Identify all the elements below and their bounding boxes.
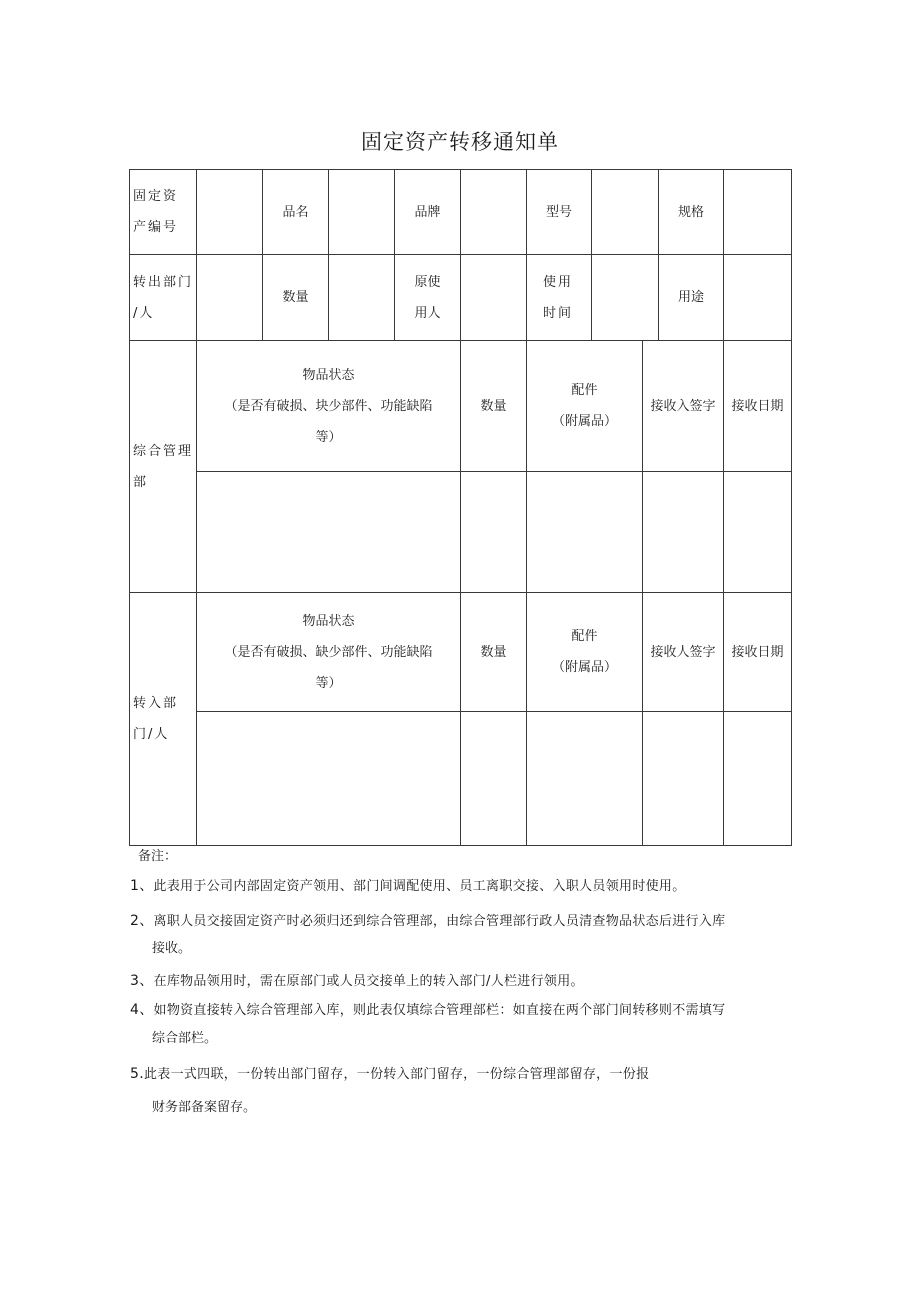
mgmt-status-header: 物品状态 （是否有破损、块少部件、功能缺陷 等） [197,341,461,472]
label-out-dept: 转出部门 /人 [130,255,197,341]
field-qty[interactable] [329,255,395,341]
note-item-4-cont: 综合部栏。 [152,1031,218,1046]
label-model: 型号 [527,170,592,255]
mgmt-accessories-header: 配件 （附属品） [527,341,643,472]
label-mgmt-dept: 综合管理 部 [130,341,197,593]
in-accessories-field[interactable] [527,712,643,846]
label-name: 品名 [263,170,329,255]
field-orig-user[interactable] [461,255,527,341]
in-signature-header: 接收人签字 [643,593,724,712]
field-name[interactable] [329,170,395,255]
asset-transfer-table [129,169,792,846]
mgmt-date-header: 接收日期 [724,341,792,472]
mgmt-signature-header: 接收入签字 [643,341,724,472]
in-status-field[interactable] [197,712,461,846]
note-item-2-cont: 接收。 [152,941,192,956]
mgmt-qty-header: 数量 [461,341,527,472]
mgmt-status-field[interactable] [197,472,461,593]
label-spec: 规格 [659,170,724,255]
note-item-3: 3、在库物品领用时，需在原部门或人员交接单上的转入部门/人栏进行领用。 [130,973,584,989]
in-date-header: 接收日期 [724,593,792,712]
row-asset-info [130,170,792,255]
in-accessories-header: 配件 （附属品） [527,593,643,712]
in-date-field[interactable] [724,712,792,846]
label-purpose: 用途 [659,255,724,341]
label-orig-user: 原使 用人 [395,255,461,341]
in-status-header: 物品状态 （是否有破损、缺少部件、功能缺陷 等） [197,593,461,712]
row-mgmt-header [130,341,792,472]
label-in-dept: 转入部 门/人 [130,593,197,846]
row-transfer-out [130,255,792,341]
note-item-2: 2、离职人员交接固定资产时必须归还到综合管理部，由综合管理部行政人员清查物品状态后进行入库 [130,913,726,929]
mgmt-qty-field[interactable] [461,472,527,593]
in-qty-header: 数量 [461,593,527,712]
note-item-4: 4、如物资直接转入综合管理部入库，则此表仅填综合管理部栏：如直接在两个部门间转移则不需填写 [130,1002,726,1018]
field-model[interactable] [592,170,659,255]
mgmt-accessories-field[interactable] [527,472,643,593]
in-signature-field[interactable] [643,712,724,846]
note-item-5-cont: 财务部备案留存。 [152,1100,257,1115]
field-asset-no[interactable] [197,170,263,255]
note-item-5: 5.此表一式四联，一份转出部门留存，一份转入部门留存，一份综合管理部留存，一份报 [130,1066,650,1082]
form-title: 固定资产转移通知单 [361,130,559,154]
field-use-time[interactable] [592,255,659,341]
field-purpose[interactable] [724,255,792,341]
label-qty: 数量 [263,255,329,341]
field-spec[interactable] [724,170,792,255]
mgmt-signature-field[interactable] [643,472,724,593]
field-out-dept[interactable] [197,255,263,341]
mgmt-date-field[interactable] [724,472,792,593]
row-in-input [130,712,792,846]
in-qty-field[interactable] [461,712,527,846]
label-brand: 品牌 [395,170,461,255]
field-brand[interactable] [461,170,527,255]
notes-heading: 备注： [138,849,178,864]
label-use-time: 使用 时间 [527,255,592,341]
row-in-header [130,593,792,712]
note-item-1: 1、此表用于公司内部固定资产领用、部门间调配使用、员工离职交接、入职人员领用时使用。 [130,878,686,894]
row-mgmt-input [130,472,792,593]
label-asset-no: 固定资 产编号 [130,170,197,255]
